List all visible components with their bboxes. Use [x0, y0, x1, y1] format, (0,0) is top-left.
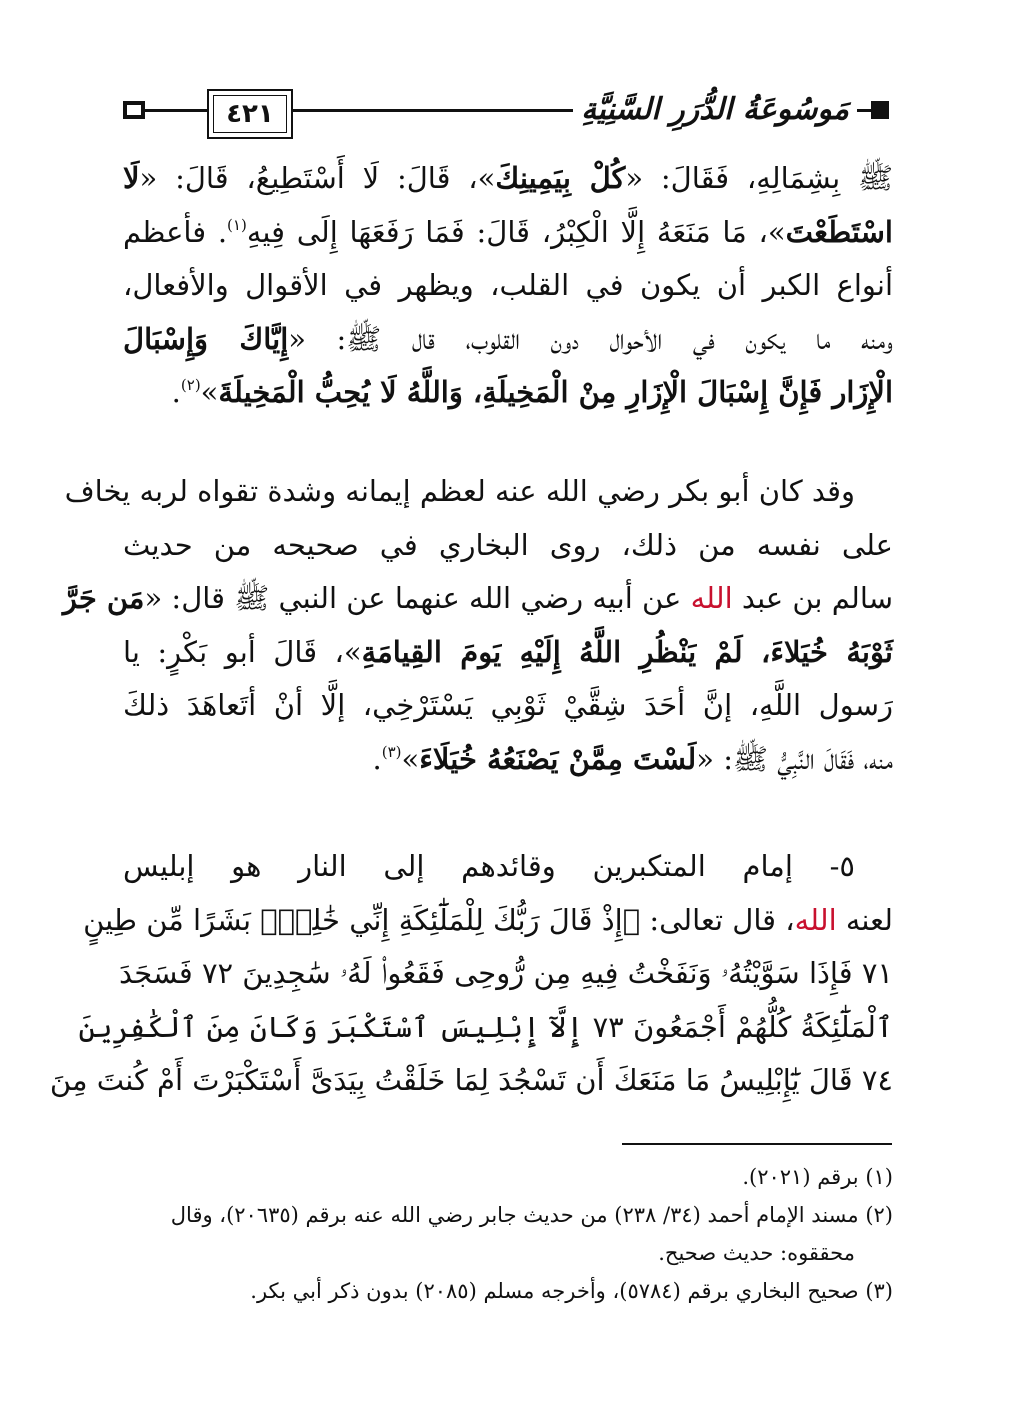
text-run: ﷺ بِشِمَالِهِ، فَقَالَ: «: [625, 161, 893, 195]
footnote-ref[interactable]: (١): [227, 215, 247, 234]
text-run: »، مَا مَنَعَهُ إِلَّا الْكِبْرُ، قَالَ: فَمَا رَفَعَهَا إِلَى فِيهِ: [246, 214, 786, 249]
hadith-text: كُلْ بِيَمِينِكَ: [495, 161, 626, 195]
text-run: لعنه: [836, 902, 893, 937]
text-run: ٥- إمام المتكبرين وقائدهم إلى النار هو إبليس: [123, 849, 855, 883]
header-rule-center: [293, 109, 589, 112]
header-ornament-right: [871, 101, 889, 119]
divine-name: الله: [794, 902, 837, 937]
footnote-separator: [622, 1143, 892, 1145]
hadith-text: ثَوْبَهُ خُيَلاءَ، لَمْ يَنْظُرِ اللَّهُ إِلَيْهِ يَومَ القِيامَةِ: [361, 634, 893, 669]
paragraph-1: [123, 152, 893, 420]
text-run: على نفسه من ذلك، روى البخاري في صحيحه من حديث: [123, 527, 893, 562]
text-line: [123, 259, 893, 313]
hadith-text: الْإِزَار فَإِنَّ إِسْبَالَ الْإِزَارِ مِنْ الْمَخِيلَةِ، وَاللَّهُ لَا يُحِبُّ الْمَخِيلَةَ: [218, 375, 893, 410]
text-run: .: [171, 375, 181, 410]
page-number: ٤٢١: [226, 99, 274, 129]
text-run: ومنه ما يكون في الأحوال دون القلوب، قال ﷺ: «: [288, 321, 894, 356]
footnote-ref[interactable]: (٢): [180, 376, 201, 395]
text-run: .: [372, 741, 382, 776]
text-run: . فأعظم: [123, 214, 228, 249]
text-run: »: [401, 741, 420, 776]
text-run: »، قَالَ أبو بَكْرٍ: يا: [123, 634, 362, 669]
text-run: »، قَالَ: لَا أَسْتَطِيعُ، قَالَ: «: [139, 161, 496, 195]
hadith-text: مَن جَرَّ: [62, 581, 145, 616]
quran-verse: ٱلْمَلَٰٓئِكَةُ كُلُّهُمْ أَجْمَعُونَ ٧٣ إِلَّآ إِبْلِيسَ ٱسْتَكْبَرَ وَكَانَ مِنَ ٱلْكَٰفِرِينَ: [78, 1009, 893, 1044]
text-line: [64, 465, 893, 519]
quran-verse: ٧١ فَإِذَا سَوَّيْتُهُۥ وَنَفَخْتُ فِيهِ مِن رُّوحِى فَقَعُوا۟ لَهُۥ سَٰجِدِينَ ٧٢ فَسَجَدَ: [119, 956, 893, 991]
divine-name: الله: [690, 581, 733, 616]
text-line: [123, 206, 893, 260]
text-line: [123, 519, 893, 573]
text-run: رَسول اللَّهِ، إنَّ أحَدَ شِقَّيْ ثَوْبِي يَسْتَرْخِي، إلَّا أنْ أتَعاهَدَ ذلكَ: [123, 688, 893, 723]
paragraph-2: [62, 465, 893, 787]
text-run: وقد كان أبو بكر رضي الله عنه لعظم إيمانه وشدة تقواه لربه يخاف: [64, 474, 855, 508]
text-run: »: [200, 375, 219, 410]
text-line: [78, 1001, 893, 1055]
text-line: [123, 366, 893, 420]
text-run: عن أبيه رضي الله عنهما عن النبي ﷺ قال: «: [144, 581, 691, 616]
text-line: [62, 572, 893, 626]
quran-verse: ٧٤ قَالَ يَٰٓإِبْلِيسُ مَا مَنَعَكَ أَن تَسْجُدَ لِمَا خَلَقْتُ بِيَدَىَّ أَسْتَكْبَرْتَ أَمْ كُنتَ مِنَ: [49, 1063, 893, 1098]
footnotes: [123, 1158, 893, 1310]
text-line: [119, 947, 893, 1001]
text-line: [123, 733, 893, 787]
footnote-2-continued: محققوه: حديث صحيح.: [658, 1241, 855, 1265]
text-line: [123, 679, 893, 733]
hadith-text: اسْتَطَعْتَ: [785, 214, 893, 249]
text-run: أنواع الكبر أن يكون في القلب، ويظهر في الأقوال والأفعال،: [123, 268, 893, 303]
hadith-text: لَسْتَ مِمَّنْ يَصْنَعُهُ خُيَلَاءَ: [419, 741, 697, 776]
footnote-3: (٣) صحيح البخاري برقم (٥٧٨٤)، وأخرجه مسلم (٢٠٨٥) بدون ذكر أبي بكر.: [250, 1279, 893, 1303]
text-line: [123, 313, 893, 367]
footnote-ref[interactable]: (٣): [381, 742, 402, 761]
page-number-frame: [207, 89, 293, 139]
header-ornament-left: [123, 101, 145, 119]
page-header: [123, 85, 893, 147]
text-line: [49, 1054, 893, 1108]
text-run: سالم بن عبد: [732, 581, 893, 616]
hadith-text: إِيَّاكَ وَإِسْبَالَ: [123, 321, 289, 356]
text-run: منه، فَقَالَ النَّبِيُّ ﷺ: «: [696, 741, 893, 776]
hadith-text: لَا: [123, 161, 140, 195]
quran-verse: ، قال تعالى: ﴿إِذْ قَالَ رَبُّكَ لِلْمَلَٰٓئِكَةِ إِنِّي خَٰلِقٌۢ بَشَرًا مِّن طِينٍ: [83, 902, 795, 937]
paragraph-3: [49, 840, 893, 1108]
book-title: مَوسُوعَةُ الدُّرَرِ السَّنِيَّةِ: [573, 85, 857, 135]
text-line: [123, 626, 893, 680]
section-heading-line: [123, 840, 893, 894]
footnote-1: (١) برقم (٢٠٢١).: [742, 1165, 893, 1189]
text-line: [123, 152, 893, 206]
header-rule-left: [145, 109, 207, 112]
text-line: [83, 894, 893, 948]
footnote-2: (٢) مسند الإمام أحمد (٣٤/ ٢٣٨) من حديث جابر رضي الله عنه برقم (٢٠٦٣٥)، وقال: [170, 1203, 893, 1227]
header-rule-right: [857, 109, 871, 112]
